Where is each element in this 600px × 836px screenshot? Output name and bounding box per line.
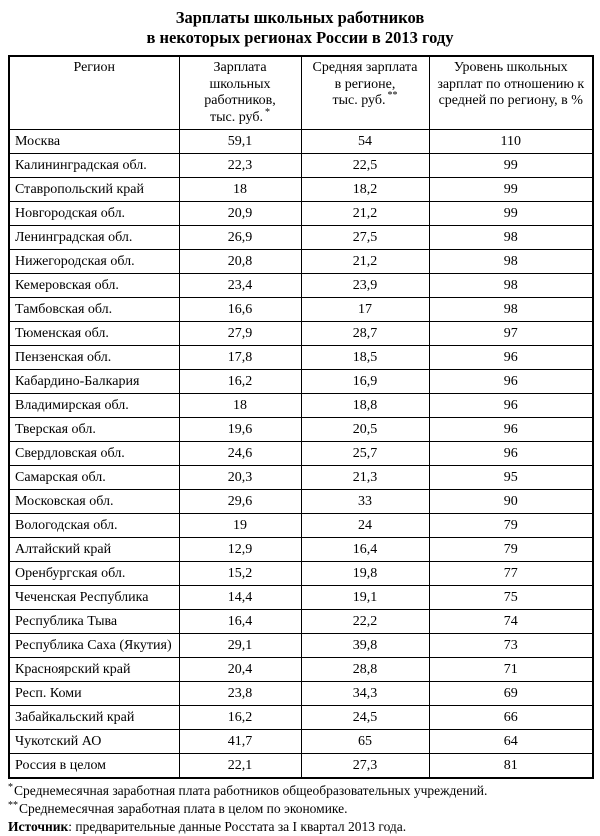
region-cell: Московская обл.: [9, 490, 179, 514]
value-cell: 16,2: [179, 370, 301, 394]
value-cell: 33: [301, 490, 429, 514]
value-cell: 14,4: [179, 586, 301, 610]
value-cell: 75: [429, 586, 593, 610]
table-row: [9, 226, 593, 250]
value-cell: 96: [429, 370, 593, 394]
value-cell: 110: [429, 130, 593, 154]
value-cell: 19,6: [179, 418, 301, 442]
value-cell: 20,4: [179, 658, 301, 682]
value-cell: 18,5: [301, 346, 429, 370]
table-row: [9, 370, 593, 394]
table-row: [9, 538, 593, 562]
value-cell: 16,6: [179, 298, 301, 322]
region-cell: Москва: [9, 130, 179, 154]
value-cell: 41,7: [179, 730, 301, 754]
table-row: [9, 634, 593, 658]
table-row: [9, 682, 593, 706]
value-cell: 98: [429, 298, 593, 322]
value-cell: 26,9: [179, 226, 301, 250]
value-cell: 16,2: [179, 706, 301, 730]
region-cell: Вологодская обл.: [9, 514, 179, 538]
value-cell: 79: [429, 538, 593, 562]
value-cell: 65: [301, 730, 429, 754]
table-row: [9, 394, 593, 418]
footnote-school-salary: [8, 782, 592, 800]
region-cell: Новгородская обл.: [9, 202, 179, 226]
table-row: [9, 298, 593, 322]
region-cell: Калининградская обл.: [9, 154, 179, 178]
region-cell: Свердловская обл.: [9, 442, 179, 466]
value-cell: 23,8: [179, 682, 301, 706]
value-cell: 15,2: [179, 562, 301, 586]
region-cell: Красноярский край: [9, 658, 179, 682]
value-cell: 96: [429, 418, 593, 442]
value-cell: 96: [429, 394, 593, 418]
value-cell: 25,7: [301, 442, 429, 466]
source-label: Источник: [8, 819, 69, 834]
page-title-line-2: в некоторых регионах России в 2013 году: [146, 28, 454, 47]
value-cell: 66: [429, 706, 593, 730]
value-cell: 79: [429, 514, 593, 538]
footnote-text: Среднемесячная заработная плата в целом по экономике.: [19, 801, 348, 816]
value-cell: 29,6: [179, 490, 301, 514]
region-cell: Респ. Коми: [9, 682, 179, 706]
value-cell: 77: [429, 562, 593, 586]
table-row: [9, 154, 593, 178]
column-header-1: Зарплата школьных работников, тыс. руб. *: [179, 56, 301, 130]
table-row: [9, 514, 593, 538]
value-cell: 71: [429, 658, 593, 682]
value-cell: 98: [429, 226, 593, 250]
table-row: [9, 322, 593, 346]
value-cell: 20,9: [179, 202, 301, 226]
value-cell: 18,2: [301, 178, 429, 202]
region-cell: Забайкальский край: [9, 706, 179, 730]
value-cell: 69: [429, 682, 593, 706]
value-cell: 98: [429, 250, 593, 274]
region-cell: Россия в целом: [9, 754, 179, 779]
asterisk-mark: *: [8, 781, 13, 793]
value-cell: 22,5: [301, 154, 429, 178]
region-cell: Чеченская Республика: [9, 586, 179, 610]
value-cell: 18: [179, 394, 301, 418]
value-cell: 27,5: [301, 226, 429, 250]
value-cell: 96: [429, 442, 593, 466]
page-title: [8, 8, 592, 48]
value-cell: 24,6: [179, 442, 301, 466]
region-cell: Республика Саха (Якутия): [9, 634, 179, 658]
table-row: [9, 130, 593, 154]
double-asterisk-mark: **: [8, 799, 18, 811]
value-cell: 97: [429, 322, 593, 346]
table-header: [9, 56, 593, 130]
value-cell: 98: [429, 274, 593, 298]
value-cell: 73: [429, 634, 593, 658]
table-row: [9, 178, 593, 202]
footnotes: [8, 782, 592, 836]
value-cell: 17: [301, 298, 429, 322]
value-cell: 64: [429, 730, 593, 754]
table-row: [9, 562, 593, 586]
source-note: [8, 818, 592, 836]
value-cell: 29,1: [179, 634, 301, 658]
table-header-row: [9, 56, 593, 130]
value-cell: 34,3: [301, 682, 429, 706]
column-header-2: Средняя зарплата в регионе, тыс. руб. **: [301, 56, 429, 130]
value-cell: 81: [429, 754, 593, 779]
value-cell: 18,8: [301, 394, 429, 418]
value-cell: 28,7: [301, 322, 429, 346]
table-row: [9, 730, 593, 754]
value-cell: 12,9: [179, 538, 301, 562]
value-cell: 22,3: [179, 154, 301, 178]
value-cell: 16,4: [301, 538, 429, 562]
source-text: : предварительные данные Росстата за I квартал 2013 года.: [68, 819, 407, 834]
region-cell: Тюменская обл.: [9, 322, 179, 346]
value-cell: 19: [179, 514, 301, 538]
value-cell: 24: [301, 514, 429, 538]
table-row: [9, 754, 593, 779]
value-cell: 18: [179, 178, 301, 202]
value-cell: 19,1: [301, 586, 429, 610]
region-cell: Тамбовская обл.: [9, 298, 179, 322]
value-cell: 21,2: [301, 250, 429, 274]
region-cell: Владимирская обл.: [9, 394, 179, 418]
region-cell: Ставропольский край: [9, 178, 179, 202]
value-cell: 39,8: [301, 634, 429, 658]
table-row: [9, 586, 593, 610]
table-body: [9, 130, 593, 779]
value-cell: 59,1: [179, 130, 301, 154]
header-asterisk-mark: **: [387, 90, 398, 102]
value-cell: 21,3: [301, 466, 429, 490]
region-cell: Тверская обл.: [9, 418, 179, 442]
value-cell: 27,9: [179, 322, 301, 346]
value-cell: 95: [429, 466, 593, 490]
value-cell: 23,9: [301, 274, 429, 298]
region-cell: Чукотский АО: [9, 730, 179, 754]
region-cell: Оренбургская обл.: [9, 562, 179, 586]
region-cell: Ленинградская обл.: [9, 226, 179, 250]
header-asterisk-mark: *: [265, 106, 270, 118]
table-row: [9, 706, 593, 730]
table-row: [9, 466, 593, 490]
table-row: [9, 418, 593, 442]
column-header-3: Уровень школьных зарплат по отношению к средней по региону, в %: [429, 56, 593, 130]
table-row: [9, 346, 593, 370]
table-row: [9, 274, 593, 298]
value-cell: 19,8: [301, 562, 429, 586]
value-cell: 20,8: [179, 250, 301, 274]
region-cell: Кабардино-Балкария: [9, 370, 179, 394]
region-cell: Пензенская обл.: [9, 346, 179, 370]
salary-table: [8, 55, 594, 779]
value-cell: 21,2: [301, 202, 429, 226]
value-cell: 20,5: [301, 418, 429, 442]
value-cell: 54: [301, 130, 429, 154]
region-cell: Республика Тыва: [9, 610, 179, 634]
region-cell: Кемеровская обл.: [9, 274, 179, 298]
value-cell: 23,4: [179, 274, 301, 298]
table-row: [9, 490, 593, 514]
value-cell: 99: [429, 202, 593, 226]
region-cell: Алтайский край: [9, 538, 179, 562]
value-cell: 74: [429, 610, 593, 634]
table-row: [9, 658, 593, 682]
region-cell: Нижегородская обл.: [9, 250, 179, 274]
region-cell: Самарская обл.: [9, 466, 179, 490]
page-title-line-1: Зарплаты школьных работников: [175, 8, 425, 27]
value-cell: 27,3: [301, 754, 429, 779]
value-cell: 16,9: [301, 370, 429, 394]
value-cell: 20,3: [179, 466, 301, 490]
value-cell: 17,8: [179, 346, 301, 370]
table-row: [9, 202, 593, 226]
value-cell: 22,1: [179, 754, 301, 779]
value-cell: 96: [429, 346, 593, 370]
value-cell: 99: [429, 154, 593, 178]
column-header-0: Регион: [9, 56, 179, 130]
table-row: [9, 250, 593, 274]
table-row: [9, 610, 593, 634]
value-cell: 90: [429, 490, 593, 514]
value-cell: 22,2: [301, 610, 429, 634]
footnote-text: Среднемесячная заработная плата работников общеобразовательных учреждений.: [14, 783, 488, 798]
value-cell: 16,4: [179, 610, 301, 634]
table-row: [9, 442, 593, 466]
value-cell: 24,5: [301, 706, 429, 730]
value-cell: 99: [429, 178, 593, 202]
footnote-avg-salary: [8, 800, 592, 818]
value-cell: 28,8: [301, 658, 429, 682]
